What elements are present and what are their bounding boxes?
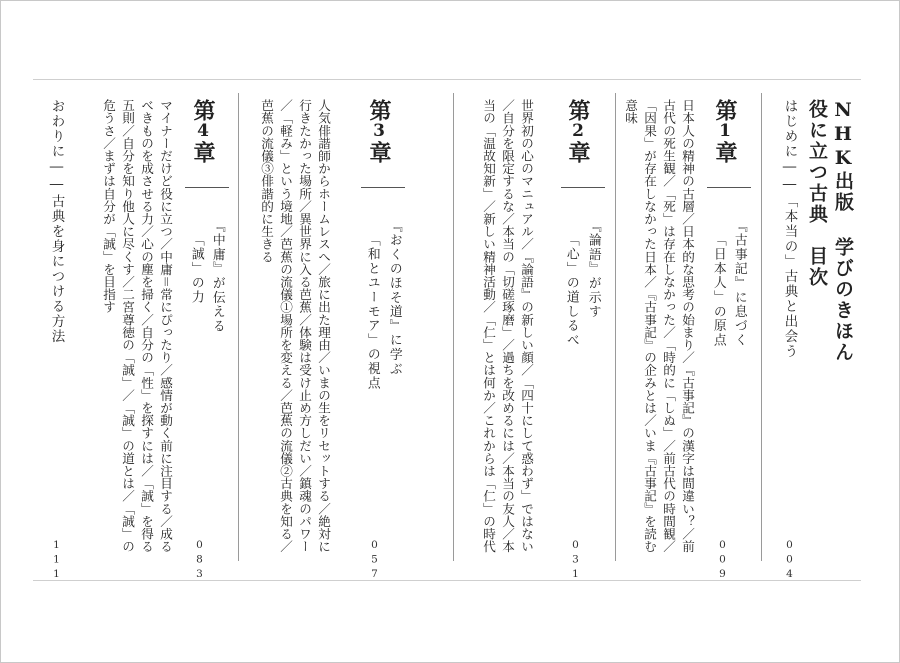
intro-title: はじめに――「本当の」古典と出会う	[781, 99, 798, 359]
bottom-rule	[33, 580, 861, 581]
chapter-number: 4	[193, 121, 213, 141]
chapter-2-sections: 世界初の心のマニュアル／『論語』の新しい顔／「四十にして惑わず」ではない／自分を限定するな／本当の「切磋琢磨」／過ちを改めるには／本当の友人／本当の「温故知新」／新しい精神活動／「仁」とは何か／これからは「仁」の時代	[481, 99, 534, 553]
chapter-4-sections: マイナーだけど役に立つ／中庸＝常にぴったり／感情が動く前に注目する／成るべきものを成させる力／心の塵を掃く／自分の「性」を探すには／「誠」を得る五則／自分を知り他人に尽くす／二宮尊徳の「誠」／「誠」の道とは／「誠」の危うさ／まずは自分が「誠」を目指す	[101, 99, 173, 553]
separator	[615, 93, 616, 561]
book-title: 役に立つ古典 目次	[806, 99, 828, 288]
chapter-3-heading-rule	[361, 187, 405, 188]
chapter-kanji-dai: 第	[366, 99, 392, 121]
chapter-3-subtitle-2: 「和とユーモア」の視点	[364, 233, 380, 391]
chapter-1-sections: 日本人の精神の古層／日本的な思考の始まり／『古事記』の漢字は間違い？／前古代の死生観／「死」は存在しなかった／「時的に「しぬ」／前古代の時間観／「因果」が存在しなかった日本／『古事記』の企みとは／いま『古事記』を読む意味	[623, 99, 695, 553]
chapter-kanji-dai: 第	[712, 99, 738, 121]
chapter-4-label	[192, 99, 214, 163]
chapter-4-page-number: 083	[193, 539, 206, 583]
chapter-1-page-number: 009	[716, 539, 729, 583]
chapter-1-heading-rule	[707, 187, 751, 188]
chapter-2-label	[567, 99, 589, 163]
intro-page-number: 004	[783, 539, 796, 583]
chapter-3-sections: 人気俳諧師からホームレスへ／旅に出た理由／いまの生をリセットする／絶対に行きたかった場所／異世界に入る芭蕉／体験は受け止め方しだい／鎮魂のパワー／「軽み」という境地／芭蕉の流儀①場所を変える／芭蕉の流儀②古典を知る／芭蕉の流儀③俳諧的に生きる	[259, 99, 331, 553]
separator	[453, 93, 454, 561]
chapter-kanji-sho: 章	[190, 141, 216, 163]
chapter-3-subtitle-1: 『おくのほそ道』に学ぶ	[386, 219, 402, 377]
chapter-kanji-sho: 章	[366, 141, 392, 163]
top-rule	[33, 79, 861, 80]
chapter-4-heading-rule	[185, 187, 229, 188]
chapter-number: 1	[715, 121, 735, 141]
chapter-2-heading-rule	[561, 187, 605, 188]
chapter-kanji-dai: 第	[190, 99, 216, 121]
chapter-kanji-sho: 章	[712, 141, 738, 163]
chapter-number: 3	[369, 121, 389, 141]
chapter-kanji-sho: 章	[565, 141, 591, 163]
chapter-number: 2	[568, 121, 588, 141]
chapter-3-label	[368, 99, 390, 163]
chapter-2-page-number: 031	[569, 539, 582, 583]
outro-title: おわりに――古典を身につける方法	[48, 99, 65, 344]
outro-page-number: 111	[50, 539, 63, 583]
chapter-kanji-dai: 第	[565, 99, 591, 121]
chapter-4-subtitle-2: 「誠」の力	[188, 233, 204, 305]
chapter-1-label	[714, 99, 736, 163]
separator	[238, 93, 239, 561]
chapter-2-subtitle-1: 『論語』が示す	[585, 219, 601, 320]
chapter-1-subtitle-1: 『古事記』に息づく	[731, 219, 747, 348]
chapter-2-subtitle-2: 「心」の道しるべ	[563, 233, 579, 348]
chapter-1-subtitle-2: 「日本人」の原点	[710, 233, 726, 348]
chapter-3-page-number: 057	[368, 539, 381, 583]
chapter-4-subtitle-1: 『中庸』が伝える	[209, 219, 225, 334]
separator	[761, 93, 762, 561]
series-title: NHK出版 学びのきほん	[832, 99, 854, 363]
